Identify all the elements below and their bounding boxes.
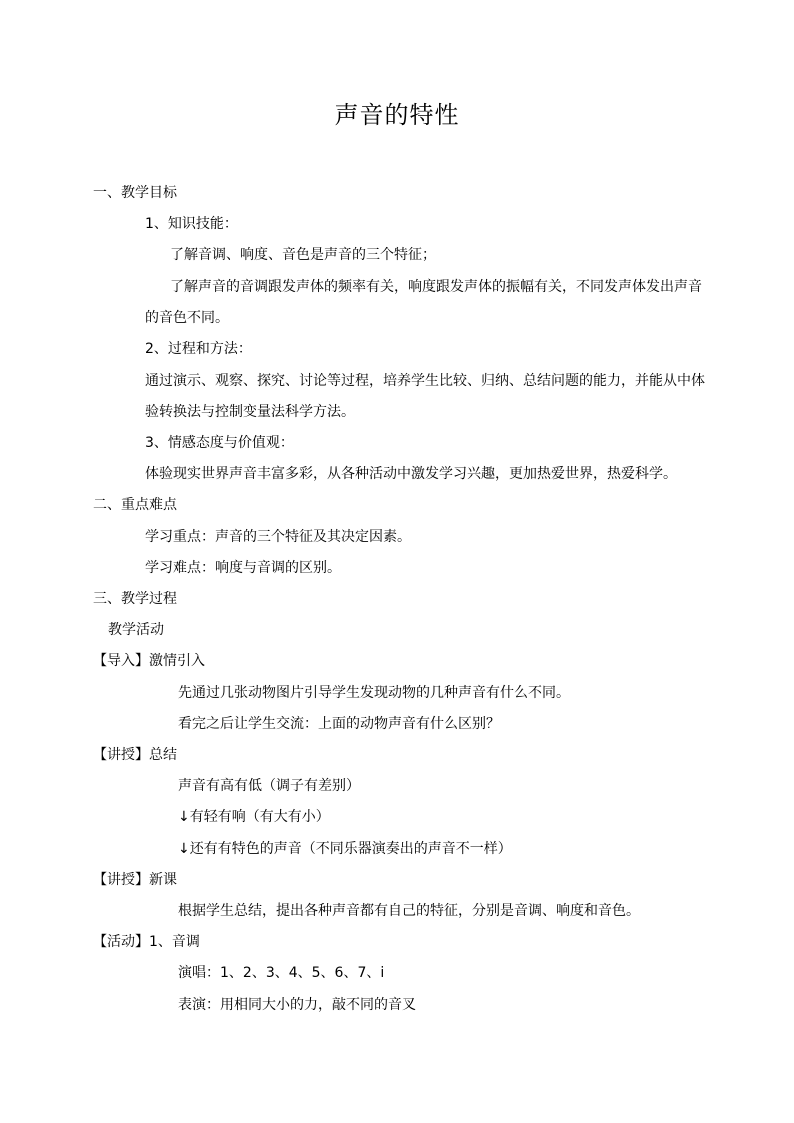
- paragraph-line: 根据学生总结，提出各种声音都有自己的特征，分别是音调、响度和音色。: [178, 903, 640, 919]
- paragraph-line: 了解音调、响度、音色是声音的三个特征；: [170, 247, 436, 263]
- paragraph-line: 看完之后让学生交流：上面的动物声音有什么区别？: [178, 716, 500, 732]
- paragraph-line: ↓还有有特色的声音（不同乐器演奏出的声音不一样）: [178, 841, 512, 857]
- section-heading-teaching-process: 三、教学过程: [93, 591, 177, 607]
- section-heading-teaching-goals: 一、教学目标: [93, 185, 177, 201]
- paragraph-line: 体验现实世界声音丰富多彩，从各种活动中激发学习兴趣，更加热爱世界，热爱科学。: [145, 466, 677, 482]
- paragraph-line: 演唱：1、2、3、4、5、6、7、i: [178, 965, 385, 981]
- paragraph-line: ↓有轻有响（有大有小）: [178, 809, 330, 825]
- paragraph-line: 通过演示、观察、探究、讨论等过程，培养学生比较、归纳、总结问题的能力，并能从中体: [145, 373, 705, 389]
- page-title: 声音的特性: [334, 101, 460, 129]
- paragraph-line: 了解声音的音调跟发声体的频率有关，响度跟发声体的振幅有关，不同发声体发出声音: [170, 279, 702, 295]
- activity-heading-intro: 【导入】激情引入: [93, 653, 205, 669]
- activity-heading-pitch: 【活动】1、音调: [93, 934, 200, 950]
- paragraph-line: 声音有高有低（调子有差别）: [178, 778, 360, 794]
- paragraph-line: 表演：用相同大小的力，敲不同的音叉: [178, 997, 416, 1013]
- activity-heading-summary: 【讲授】总结: [93, 747, 177, 763]
- paragraph-line: 学习难点：响度与音调的区别。: [145, 560, 341, 576]
- paragraph-line: 学习重点：声音的三个特征及其决定因素。: [145, 529, 411, 545]
- subheading-attitude-values: 3、情感态度与价值观：: [145, 435, 294, 451]
- paragraph-line: 的音色不同。: [145, 310, 229, 326]
- activity-heading-new-lesson: 【讲授】新课: [93, 872, 177, 888]
- paragraph-line: 先通过几张动物图片引导学生发现动物的几种声音有什么不同。: [178, 685, 570, 701]
- paragraph-line: 验转换法与控制变量法科学方法。: [145, 404, 355, 420]
- section-heading-key-points: 二、重点难点: [93, 497, 177, 513]
- subheading-knowledge-skills: 1、知识技能：: [145, 216, 238, 232]
- subheading-process-methods: 2、过程和方法：: [145, 341, 252, 357]
- subheading-teaching-activity: 教学活动: [108, 622, 164, 638]
